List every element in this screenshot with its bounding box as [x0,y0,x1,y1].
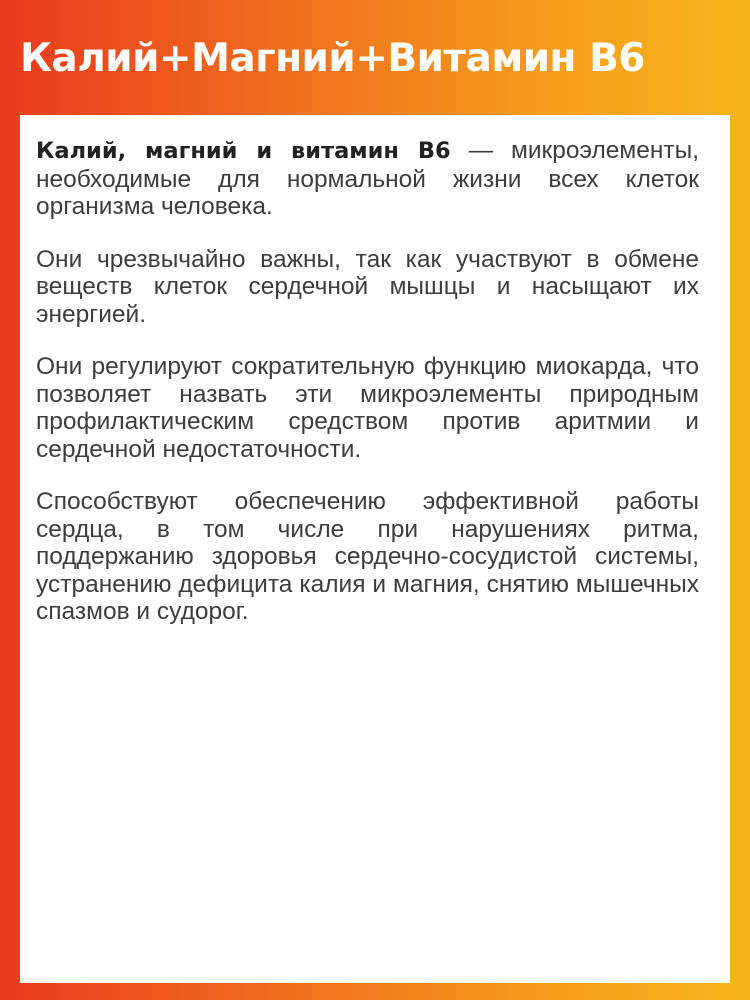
page-title: Калий+Магний+Витамин В6 [20,36,645,81]
content-card [20,115,730,983]
paragraph-myocardium: Они регулируют сократительную функцию миокарда, что позволяет назвать эти микроэлементы природным профилактическим средством против аритмии и сердечной недостаточности. [36,353,699,463]
paragraph-energy: Они чрезвычайно важны, так как участвуют в обмене веществ клеток сердечной мышцы и насыщают их энергией. [36,245,699,328]
paragraph-heart-support: Способствуют обеспечению эффективной работы сердца, в том числе при нарушениях ритма, поддержанию здоровья сердечно-сосудистой системы, устранению дефицита калия и магния, снятию мышечных спазмов и судорог. [36,488,699,625]
intro-body-text: — микроэлементы, необходимые для нормальной жизни всех клеток организма человека. [36,137,699,220]
intro-paragraph [36,137,699,221]
intro-lead-text: Калий, магний и витамин В6 [36,138,451,164]
